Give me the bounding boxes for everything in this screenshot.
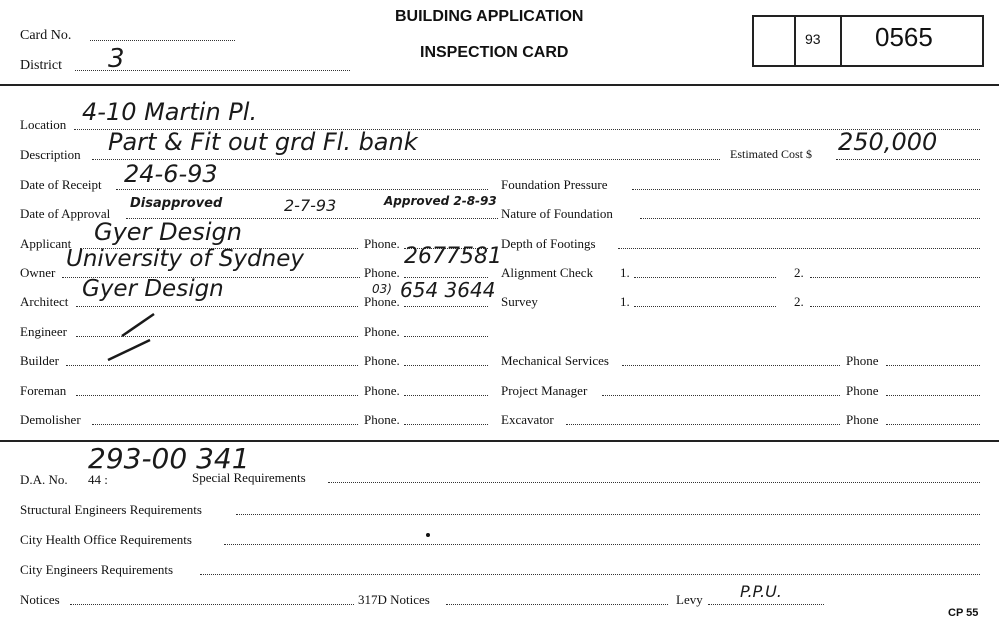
city-engineers-label: City Engineers Requirements — [20, 562, 174, 577]
survey-label: Survey — [501, 294, 538, 309]
demolisher-label: Demolisher — [20, 412, 81, 427]
special-requirements-label: Special Requirements — [192, 470, 306, 485]
city-health-label: City Health Office Requirements — [20, 532, 192, 547]
architect-phone-field[interactable] — [404, 306, 488, 307]
nature-foundation-field[interactable] — [640, 218, 980, 219]
da-no-prefix: 44 : — [88, 472, 108, 487]
foreman-phone-field[interactable] — [404, 395, 488, 396]
excavator-field[interactable] — [566, 424, 840, 425]
da-no-label: D.A. No. — [20, 472, 68, 487]
description-value: Part & Fit out grd Fl. bank — [108, 128, 418, 156]
architect-field[interactable] — [76, 306, 358, 307]
owner-label: Owner — [20, 265, 56, 280]
depth-footings-label: Depth of Footings — [501, 236, 596, 251]
mechanical-services-field[interactable] — [622, 365, 840, 366]
architect-phone-value: 654 3644 — [400, 278, 496, 302]
architect-phone-label: Phone. — [364, 294, 400, 309]
box-divider-1 — [794, 15, 796, 67]
card-no-field[interactable] — [90, 40, 235, 41]
owner-value: University of Sydney — [66, 246, 304, 272]
levy-value: P.P.U. — [740, 582, 782, 601]
builder-phone-label: Phone. — [364, 353, 400, 368]
alignment-num-1: 1. — [620, 265, 630, 280]
levy-field[interactable] — [708, 604, 824, 605]
location-value: 4-10 Martin Pl. — [82, 98, 258, 126]
date-receipt-value: 24-6-93 — [124, 160, 218, 188]
demolisher-phone-field[interactable] — [404, 424, 488, 425]
estimated-cost-value: 250,000 — [838, 128, 938, 156]
demolisher-phone-label: Phone. — [364, 412, 400, 427]
foundation-pressure-field[interactable] — [632, 189, 980, 190]
estimated-cost-field[interactable] — [836, 159, 980, 160]
builder-field[interactable] — [66, 365, 358, 366]
district-label: District — [20, 58, 62, 73]
date-approval-value: 2-7-93 — [284, 196, 337, 215]
date-approval-label: Date of Approval — [20, 206, 111, 221]
engineer-phone-field[interactable] — [404, 336, 488, 337]
alignment-num-2: 2. — [794, 265, 804, 280]
date-receipt-label: Date of Receipt — [20, 177, 102, 192]
builder-strike-mark — [104, 336, 154, 364]
title-line-2: INSPECTION CARD — [420, 44, 569, 61]
depth-footings-field[interactable] — [618, 248, 980, 249]
survey-field-2[interactable] — [810, 306, 980, 307]
city-engineers-field[interactable] — [200, 574, 980, 575]
alignment-check-label: Alignment Check — [501, 265, 594, 280]
survey-field-1[interactable] — [634, 306, 776, 307]
estimated-cost-label: Estimated Cost $ — [730, 147, 812, 161]
form-code: CP 55 — [948, 607, 979, 619]
description-label: Description — [20, 147, 81, 162]
alignment-field-1[interactable] — [634, 277, 776, 278]
architect-value: Gyer Design — [82, 276, 224, 302]
box-divider-2 — [840, 15, 842, 67]
mechanical-phone-label: Phone — [846, 353, 879, 368]
structural-engineers-field[interactable] — [236, 514, 980, 515]
owner-phone-value: 2677581 — [404, 244, 502, 269]
date-receipt-field[interactable] — [116, 189, 488, 190]
builder-label: Builder — [20, 353, 59, 368]
card-no-label: Card No. — [20, 28, 72, 43]
project-manager-phone-field[interactable] — [886, 395, 980, 396]
location-label: Location — [20, 117, 67, 132]
survey-num-2: 2. — [794, 294, 804, 309]
excavator-label: Excavator — [501, 412, 554, 427]
owner-phone-label: Phone. — [364, 265, 400, 280]
engineer-phone-label: Phone. — [364, 324, 400, 339]
project-manager-phone-label: Phone — [846, 383, 879, 398]
excavator-phone-label: Phone — [846, 412, 879, 427]
foreman-phone-label: Phone. — [364, 383, 400, 398]
engineer-label: Engineer — [20, 324, 67, 339]
builder-phone-field[interactable] — [404, 365, 488, 366]
date-approval-disapproved: Disapproved — [130, 196, 223, 211]
notices-label: Notices — [20, 592, 60, 607]
notices-field[interactable] — [70, 604, 354, 605]
da-no-value: 293-00 341 — [88, 442, 250, 475]
ink-dot — [426, 533, 430, 537]
card-number-box — [752, 15, 984, 67]
applicant-phone-label: Phone. — [364, 236, 400, 251]
survey-num-1: 1. — [620, 294, 630, 309]
foreman-field[interactable] — [76, 395, 358, 396]
nature-foundation-label: Nature of Foundation — [501, 206, 613, 221]
demolisher-field[interactable] — [92, 424, 358, 425]
alignment-field-2[interactable] — [810, 277, 980, 278]
box-number: 0565 — [875, 22, 933, 52]
applicant-label: Applicant — [20, 236, 72, 251]
notices-317d-label: 317D Notices — [358, 592, 430, 607]
mechanical-services-label: Mechanical Services — [501, 353, 609, 368]
foreman-label: Foreman — [20, 383, 67, 398]
project-manager-field[interactable] — [602, 395, 840, 396]
mechanical-phone-field[interactable] — [886, 365, 980, 366]
levy-label: Levy — [676, 592, 703, 607]
date-approval-approved: Approved 2-8-93 — [384, 194, 497, 208]
special-requirements-field[interactable] — [328, 482, 980, 483]
project-manager-label: Project Manager — [501, 383, 588, 398]
district-value: 3 — [108, 44, 125, 74]
city-health-field[interactable] — [224, 544, 980, 545]
applicant-value: Gyer Design — [94, 218, 242, 246]
foundation-pressure-label: Foundation Pressure — [501, 177, 608, 192]
notices-317d-field[interactable] — [446, 604, 668, 605]
architect-label: Architect — [20, 294, 69, 309]
title-line-1: BUILDING APPLICATION — [395, 8, 584, 25]
box-prefix: 93 — [805, 31, 821, 47]
structural-engineers-label: Structural Engineers Requirements — [20, 502, 202, 517]
header-rule — [0, 84, 999, 86]
excavator-phone-field[interactable] — [886, 424, 980, 425]
architect-phone-prefix: 03) — [372, 282, 392, 296]
